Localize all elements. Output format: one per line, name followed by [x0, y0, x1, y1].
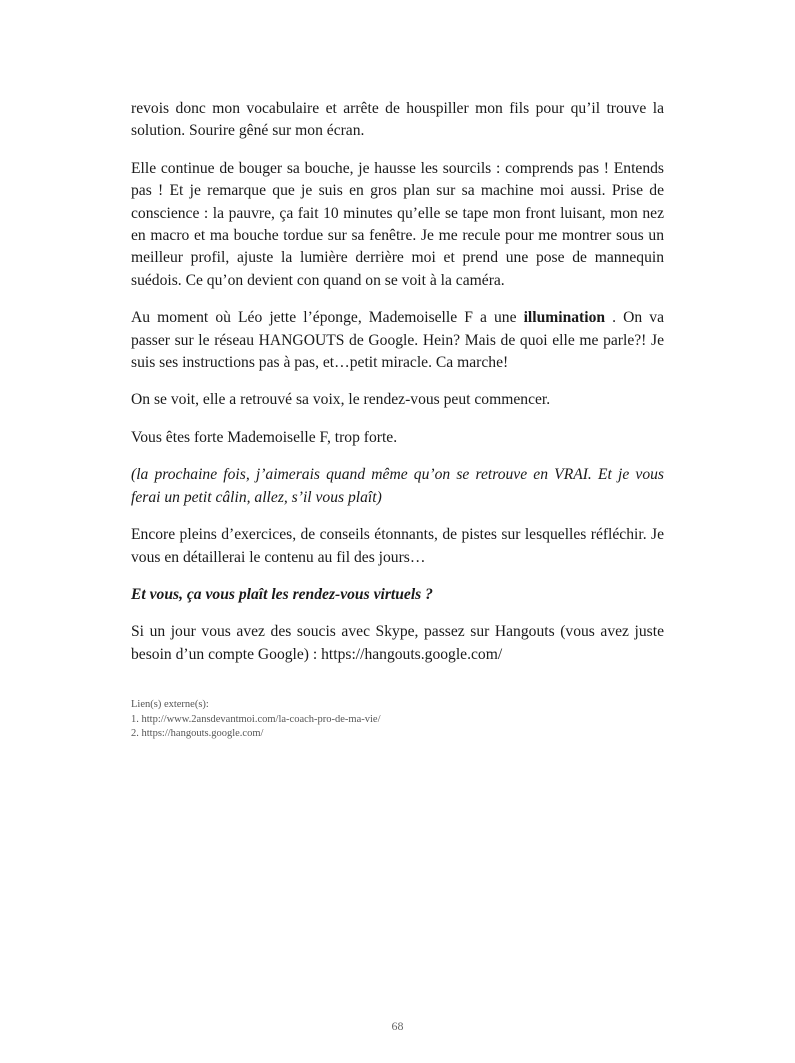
paragraph-4: On se voit, elle a retrouvé sa voix, le rendez-vous peut commencer. — [131, 391, 551, 409]
paragraph-3-start: Au moment où Léo jette l’éponge, Mademoiselle F a une — [131, 309, 524, 327]
paragraph-7: Encore pleins d’exercices, de conseils étonnants, de pistes sur lesquelles réfléchir. Je vous en détaillerai le contenu au fil des jours… — [131, 526, 664, 566]
external-links — [131, 698, 664, 742]
page-number: 68 — [391, 1019, 404, 1033]
paragraph-1: revois donc mon vocabulaire et arrête de houspiller mon fils pour qu’il trouve la solution. Sourire gêné sur mon écran. — [131, 100, 664, 140]
external-links-heading: Lien(s) externe(s): — [131, 699, 209, 711]
paragraph-3 — [131, 307, 664, 374]
page-body — [131, 98, 664, 742]
paragraph-6-italic: (la prochaine fois, j’aimerais quand même qu’on se retrouve en VRAI. Et je vous ferai un petit câlin, allez, s’il vous plaît) — [131, 466, 664, 506]
illumination-emphasis: illumination — [523, 309, 606, 327]
paragraph-2: Elle continue de bouger sa bouche, je hausse les sourcils : comprends pas ! Entends pas ! Et je remarque que je suis en gros plan sur sa machine moi aussi. Prise de conscience : la pauvre, ça fait 10 minutes qu’elle se tape mon front luisant, mon nez en macro et ma bouche tordue sur sa fenêtre. Je me recule pour me montrer sous un meilleur profil, ajuste la lumière derrière moi et prend une pose de mannequin suédois. Ce qu’on devient con quand on se voit à la caméra. — [131, 159, 664, 289]
external-link-2[interactable]: 2. https://hangouts.google.com/ — [131, 728, 264, 740]
paragraph-5: Vous êtes forte Mademoiselle F, trop forte. — [131, 428, 398, 446]
paragraph-9: Si un jour vous avez des soucis avec Skype, passez sur Hangouts (vous avez juste besoin d’un compte Google) : https://hangouts.google.com/ — [131, 623, 664, 663]
paragraph-3-end: . On va passer sur le réseau HANGOUTS de Google. Hein? Mais de quoi elle me parle?! Je suis ses instructions pas à pas, et…petit miracle. Ca marche! — [131, 309, 664, 372]
external-link-1[interactable]: 1. http://www.2ansdevantmoi.com/la-coach-pro-de-ma-vie/ — [131, 713, 381, 725]
question-heading: Et vous, ça vous plaît les rendez-vous virtuels ? — [131, 585, 433, 603]
